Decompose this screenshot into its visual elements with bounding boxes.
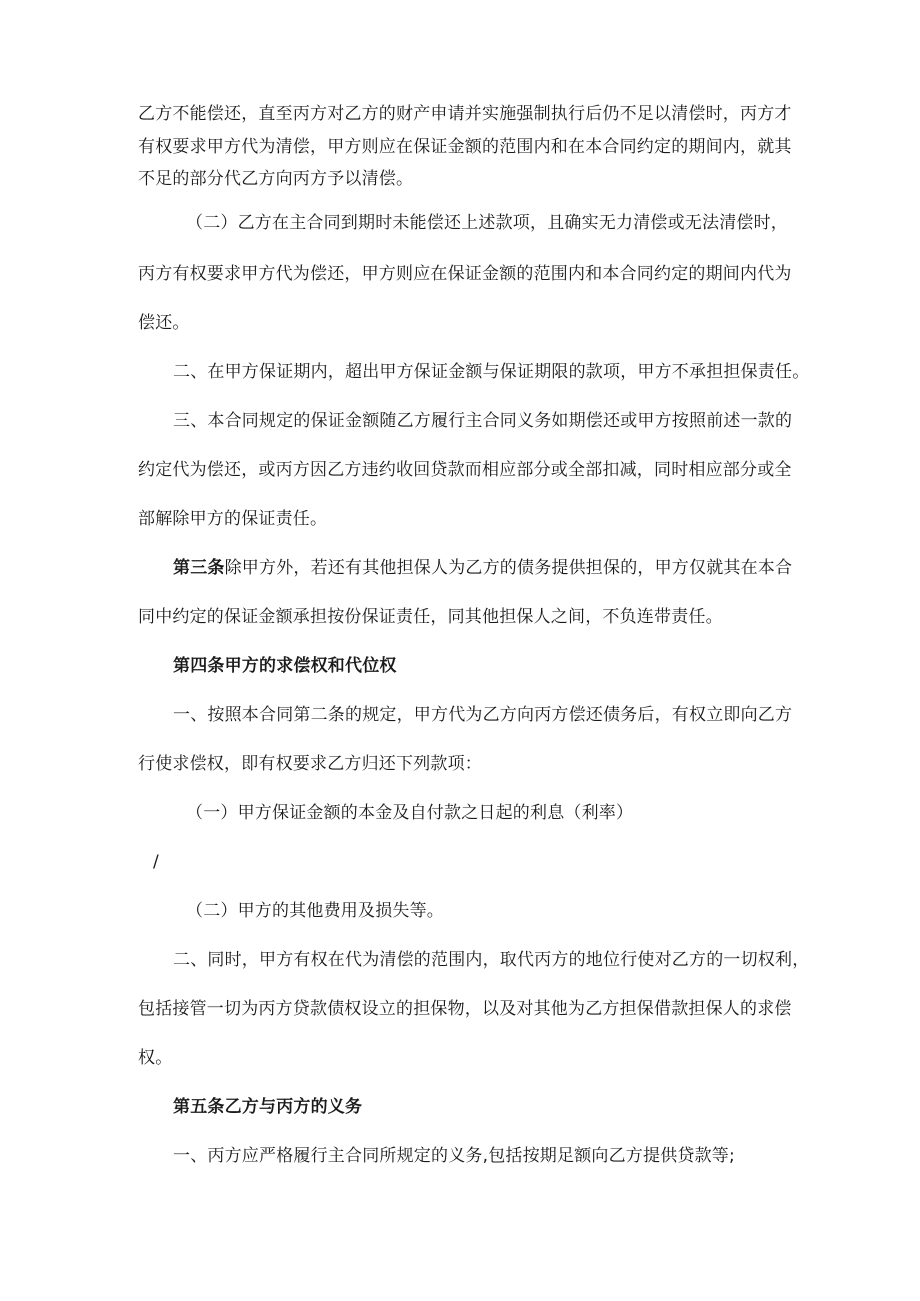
text-line: 一、丙方应严格履行主合同所规定的义务,包括按期足额向乙方提供贷款等;	[173, 1146, 735, 1166]
text-line: 二、同时，甲方有权在代为清偿的范围内，取代丙方的地位行使对乙方的一切权利，	[173, 950, 810, 970]
text-line: 一、按照本合同第二条的规定，甲方代为乙方向丙方偿还债务后，有权立即向乙方	[173, 705, 793, 725]
text-line: 乙方不能偿还，直至丙方对乙方的财产申请并实施强制执行后仍不足以清偿时，丙方才	[138, 104, 792, 124]
article-5-heading: 第五条乙方与丙方的义务	[173, 1097, 363, 1117]
text-line: （一）甲方保证金额的本金及自付款之日起的利息（利率）	[186, 803, 634, 823]
article-3-heading: 第三条	[173, 558, 225, 578]
text-line: 约定代为偿还，或丙方因乙方违约收回贷款而相应部分或全部扣减，同时相应部分或全	[138, 460, 792, 480]
text-line: （二）甲方的其他费用及损失等。	[186, 901, 444, 921]
article-4-heading: 第四条甲方的求偿权和代位权	[173, 656, 397, 676]
article-3-paragraph	[173, 557, 792, 579]
text-line: （二）乙方在主合同到期时未能偿还上述款项，且确实无力清偿或无法清偿时，	[186, 213, 788, 233]
text-line: 丙方有权要求甲方代为偿还，甲方则应在保证金额的范围内和本合同约定的期间内代为	[138, 264, 792, 284]
text-line: 偿还。	[138, 313, 190, 333]
text-line: 行使求偿权，即有权要求乙方归还下列款项：	[138, 754, 482, 774]
text-line: 三、本合同规定的保证金额随乙方履行主合同义务如期偿还或甲方按照前述一款的	[173, 411, 793, 431]
text-line: 同中约定的保证金额承担按份保证责任，同其他担保人之间，不负连带责任。	[138, 607, 723, 627]
text-line: 除甲方外，若还有其他担保人为乙方的债务提供担保的，甲方仅就其在本合	[224, 558, 793, 578]
text-line: 二、在甲方保证期内，超出甲方保证金额与保证期限的款项，甲方不承担担保责任。	[173, 362, 810, 382]
text-line: 有权要求甲方代为清偿，甲方则应在保证金额的范围内和在本合同约定的期间内，就其	[138, 137, 792, 157]
text-line: /	[153, 852, 159, 872]
text-line: 部解除甲方的保证责任。	[138, 509, 328, 529]
text-line: 不足的部分代乙方向丙方予以清偿。	[138, 169, 414, 189]
text-line: 权。	[138, 1048, 173, 1068]
text-line: 包括接管一切为丙方贷款债权设立的担保物，以及对其他为乙方担保借款担保人的求偿	[138, 999, 792, 1019]
